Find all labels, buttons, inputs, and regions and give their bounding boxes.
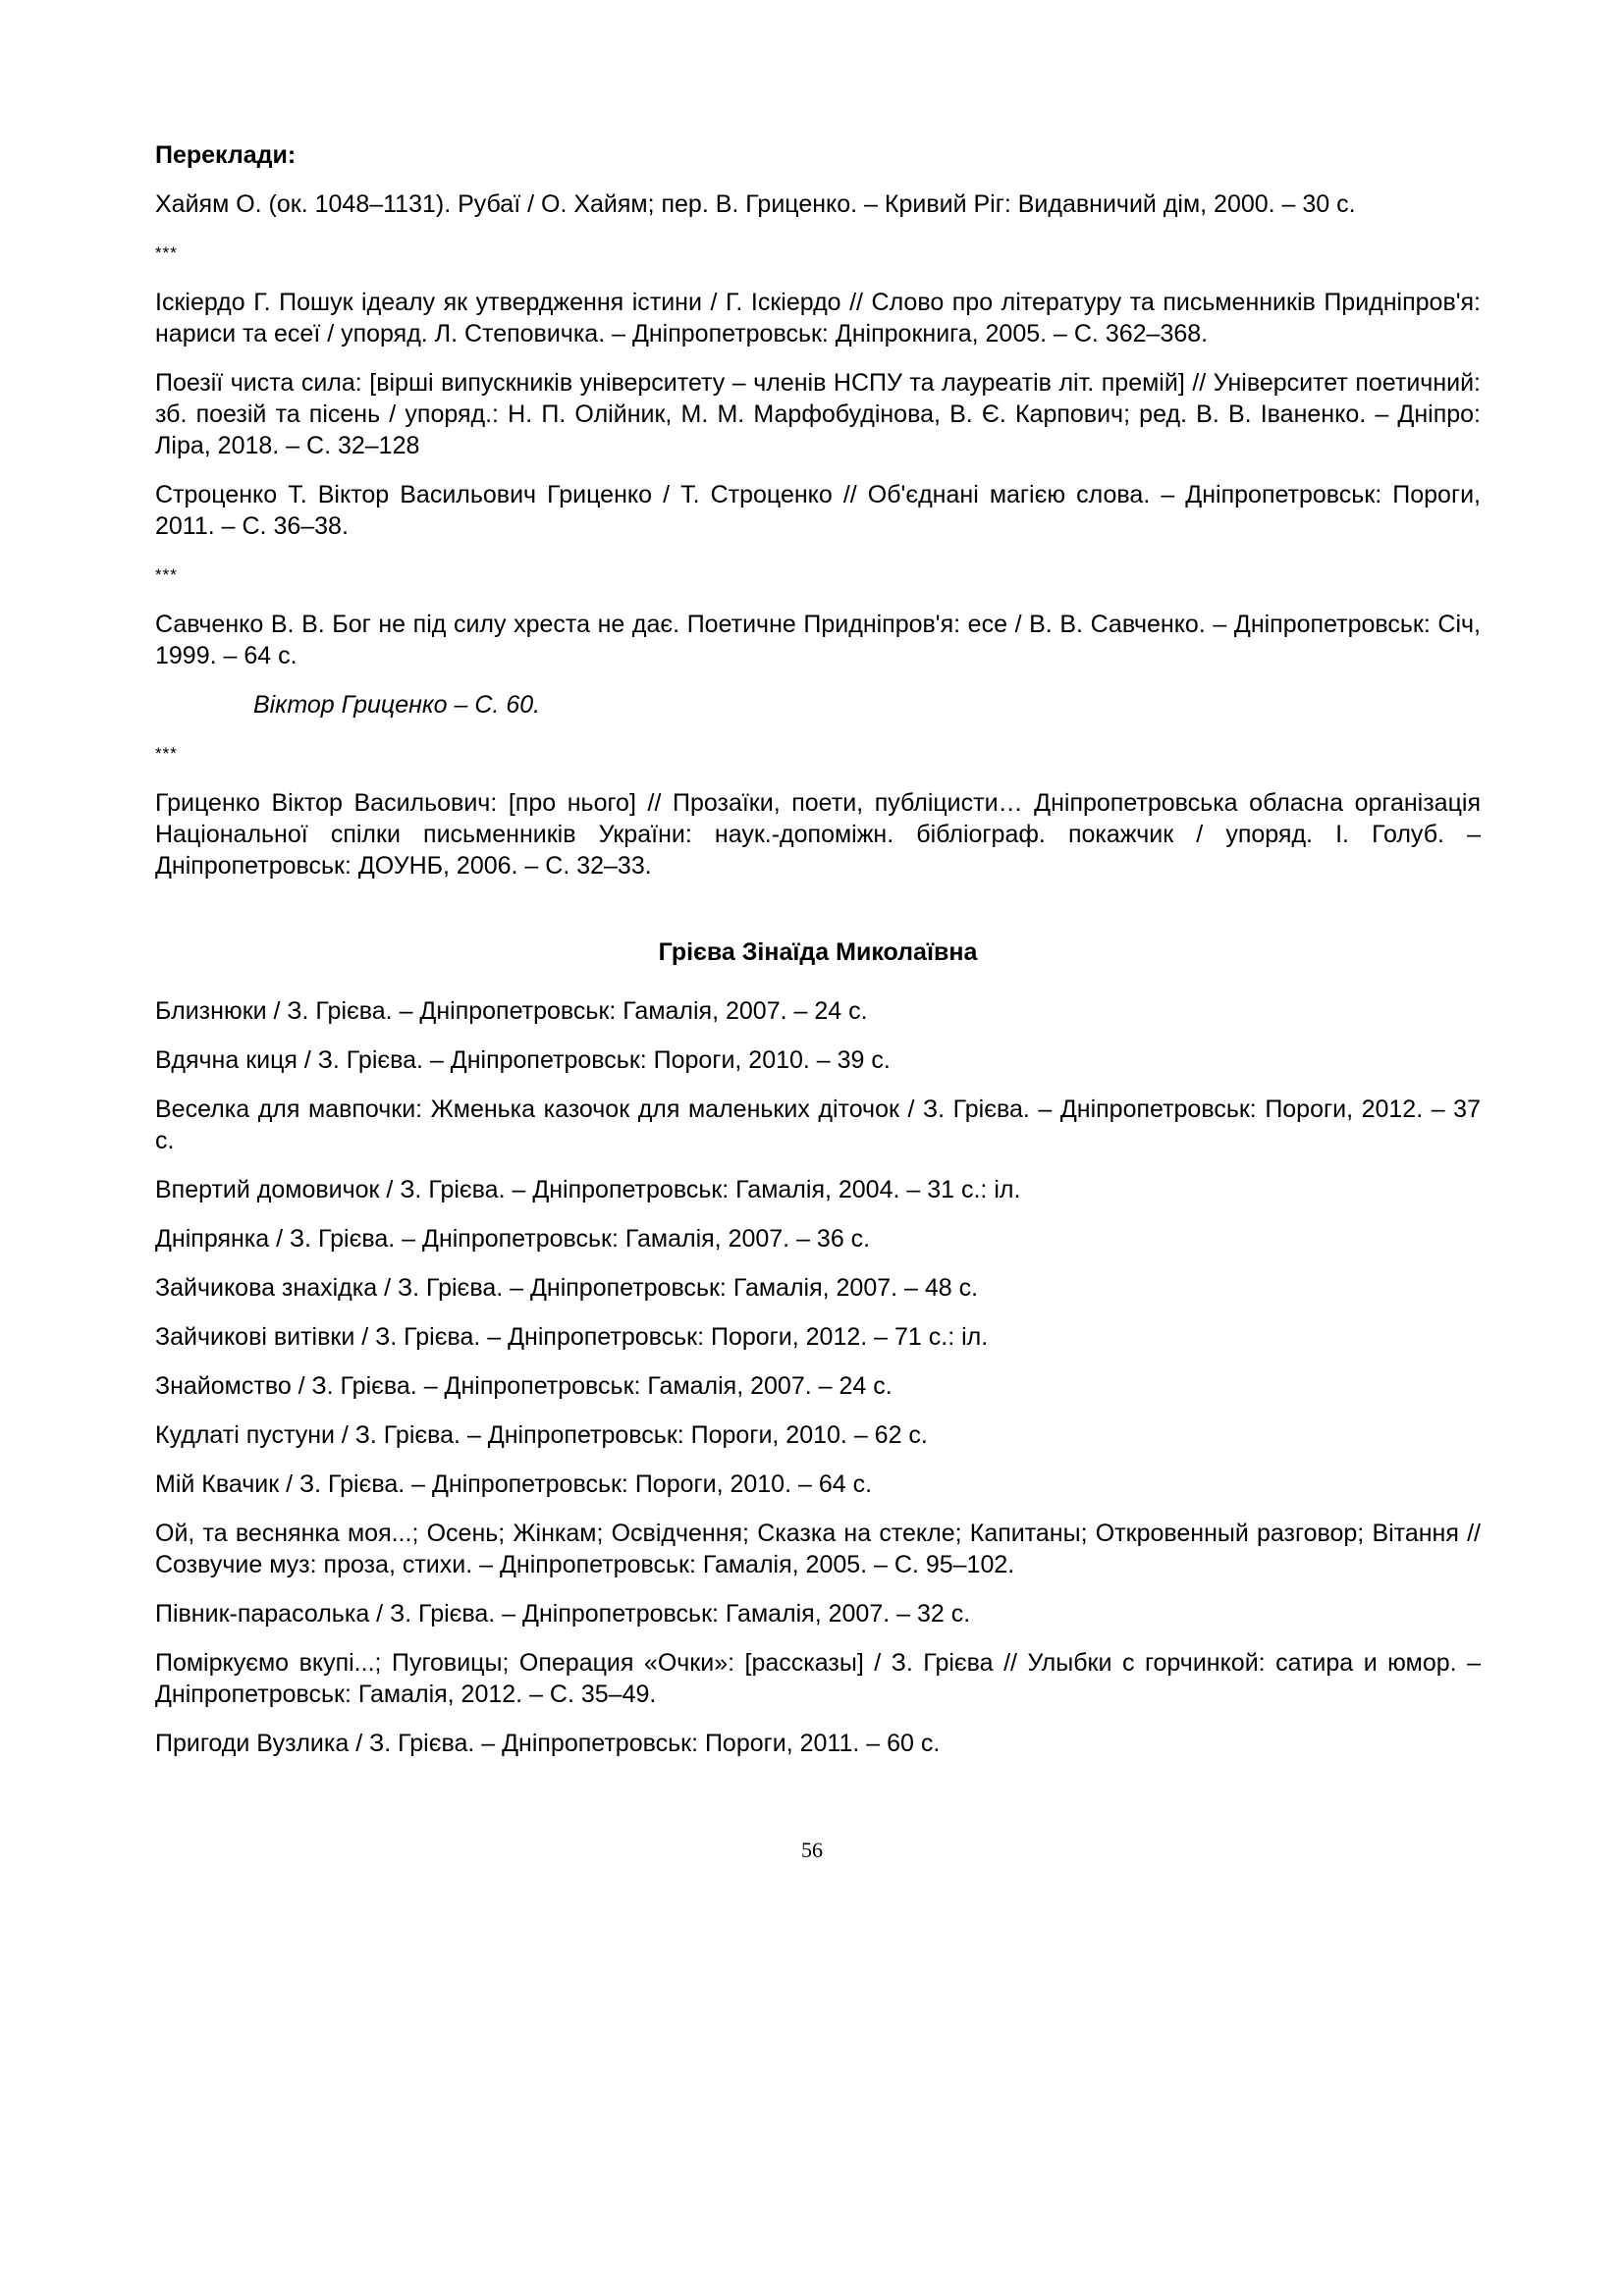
- bibliography-entry: Впертий домовичок / З. Грієва. – Дніпропетровськ: Гамалія, 2004. – 31 с.: іл.: [155, 1176, 1021, 1203]
- bibliography-entry: Близнюки / З. Грієва. – Дніпропетровськ: Гамалія, 2007. – 24 с.: [155, 997, 868, 1025]
- bibliography-entry: Пригоди Вузлика / З. Грієва. – Дніпропетровськ: Пороги, 2011. – 60 с.: [155, 1730, 941, 1757]
- bibliography-entry: Гриценко Віктор Васильович: [про нього] // Прозаїки, поети, публіцисти… Дніпропетровська обласна організація Національної спілки письменників України: наук.-допоміжн. бібліограф. покажчик / упоряд. І. Голуб. – Дніпропетровськ: ДОУНБ, 2006. – С. 32–33.: [155, 789, 1481, 880]
- bibliography-entry: Веселка для мавпочки: Жменька казочок для маленьких діточок / З. Грієва. – Дніпропетровськ: Пороги, 2012. – 37 с.: [155, 1095, 1481, 1154]
- bibliography-entry: Хайям О. (ок. 1048–1131). Рубаї / О. Хайям; пер. В. Гриценко. – Кривий Ріг: Видавничий дім, 2000. – 30 с.: [155, 190, 1356, 218]
- page-content: [155, 139, 1481, 1777]
- bibliography-entry: Савченко В. В. Бог не під силу хреста не дає. Поетичне Придніпров'я: есе / В. В. Савченко. – Дніпропетровськ: Січ, 1999. – 64 с.: [155, 611, 1481, 669]
- bibliography-entry: Знайомство / З. Грієва. – Дніпропетровськ: Гамалія, 2007. – 24 с.: [155, 1372, 893, 1400]
- bibliography-entry: Іскіердо Г. Пошук ідеалу як утвердження істини / Г. Іскіердо // Слово про літературу та письменників Придніпров'я: нариси та есеї / упоряд. Л. Степовичка. – Дніпропетровськ: Дніпрокнига, 2005. – С. 362–368.: [155, 289, 1481, 347]
- bibliography-entry: Мій Квачик / З. Грієва. – Дніпропетровськ: Пороги, 2010. – 64 с.: [155, 1470, 873, 1498]
- bibliography-entry: Півник-парасолька / З. Грієва. – Дніпропетровськ: Гамалія, 2007. – 32 с.: [155, 1600, 971, 1628]
- page-number: 56: [801, 1838, 823, 1862]
- entry-note: Віктор Гриценко – С. 60.: [253, 691, 541, 719]
- bibliography-entry: Поміркуємо вкупі...; Пуговицы; Операция «Очки»: [рассказы] / З. Грієва // Улыбки с горчинкой: сатира и юмор. – Дніпропетровськ: Гамалія, 2012. – С. 35–49.: [155, 1649, 1481, 1708]
- bibliography-entry: Кудлаті пустуни / З. Грієва. – Дніпропетровськ: Пороги, 2010. – 62 с.: [155, 1421, 928, 1449]
- separator: ***: [155, 243, 178, 262]
- separator: ***: [155, 744, 178, 763]
- bibliography-entry: Зайчикові витівки / З. Грієва. – Дніпропетровськ: Пороги, 2012. – 71 с.: іл.: [155, 1323, 989, 1351]
- bibliography-entry: Строценко Т. Віктор Васильович Гриценко / Т. Строценко // Об'єднані магією слова. – Дніпропетровськ: Пороги, 2011. – С. 36–38.: [155, 481, 1481, 540]
- bibliography-entry: Дніпрянка / З. Грієва. – Дніпропетровськ: Гамалія, 2007. – 36 с.: [155, 1225, 871, 1253]
- bibliography-entry: Поезії чиста сила: [вірші випускників університету – членів НСПУ та лауреатів літ. премій] // Університет поетичний: зб. поезій та пісень / упоряд.: Н. П. Олійник, М. М. Марфобудінова, В. Є. Карпович; ред. В. В. Іваненко. – Дніпро: Ліра, 2018. – С. 32–128: [155, 369, 1481, 459]
- translations-heading: Переклади:: [155, 141, 297, 169]
- bibliography-entry: Зайчикова знахідка / З. Грієва. – Дніпропетровськ: Гамалія, 2007. – 48 с.: [155, 1274, 979, 1302]
- bibliography-entry: Ой, та веснянка моя...; Осень; Жінкам; Освідчення; Сказка на стекле; Капитаны; Откровенный разговор; Вітання // Созвучие муз: проза, стихи. – Дніпропетровськ: Гамалія, 2005. – С. 95–102.: [155, 1520, 1481, 1578]
- author-section-title: Грієва Зінаїда Миколаївна: [658, 938, 978, 966]
- bibliography-entry: Вдячна киця / З. Грієва. – Дніпропетровськ: Пороги, 2010. – 39 с.: [155, 1046, 891, 1074]
- separator: ***: [155, 565, 178, 584]
